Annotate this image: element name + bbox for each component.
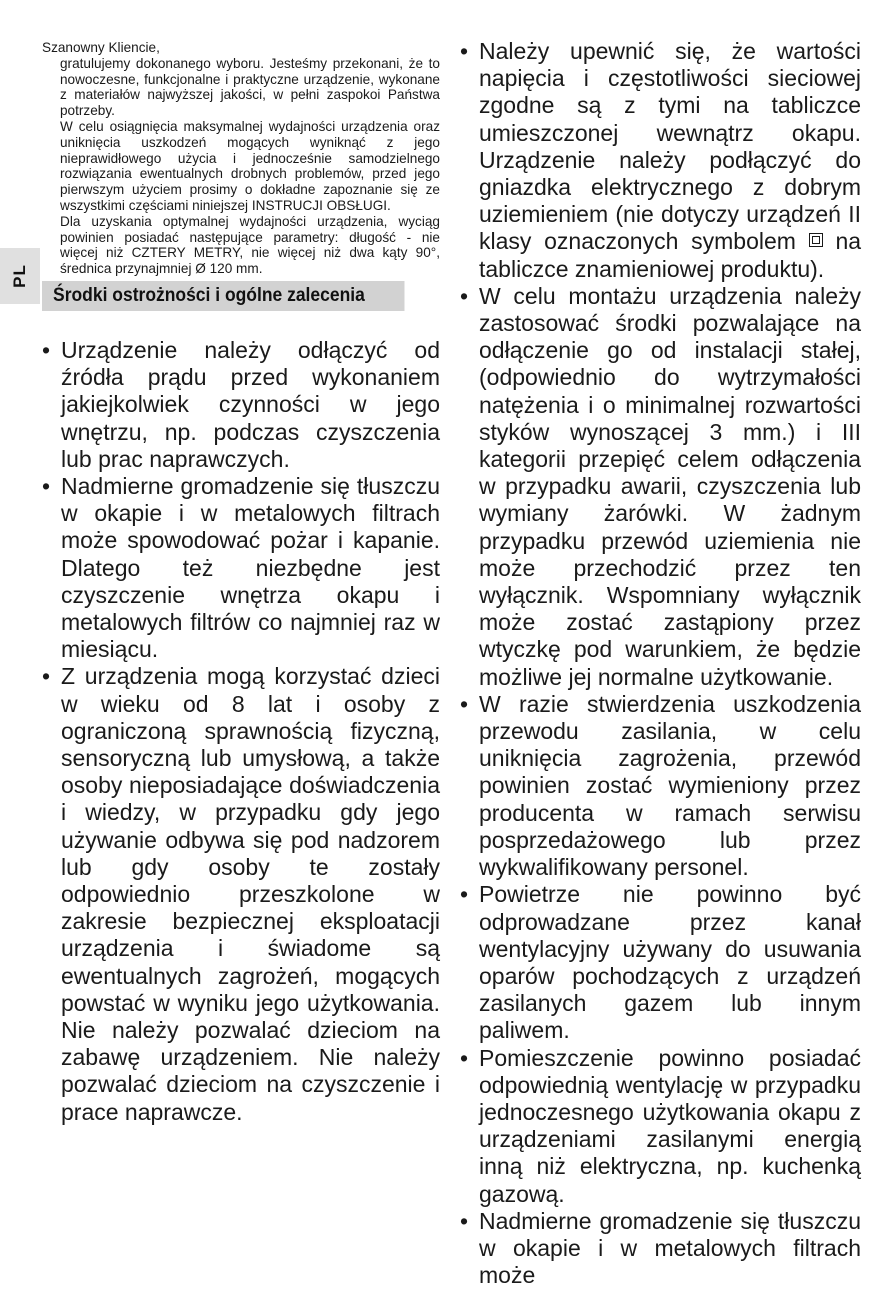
bullet-item-power-supply [460,38,861,283]
bullet-item: • Nadmierne gromadzenie się tłuszczu w okapie i w metalowych filtrach może spowodować pożar i kapanie. Dlatego też niezbędne jest czyszczenie wnętrza okapu i metalowych filtrów co najmniej raz w miesiącu. [42,473,440,663]
bullet-text-part: Należy upewnić się, że wartości napięcia i częstotliwości sieciowej zgodne są z tymi na tabliczce umieszczonej wewnątrz okapu. Urządzenie należy podłączyć do gniazdka elektrycznego z dobrym uziemieniem (nie dotyczy urządzeń II klasy oznaczonych symbolem [479,38,861,255]
bullet-item: • W razie stwierdzenia uszkodzenia przewodu zasilania, w celu uniknięcia zagrożenia, przewód powinien zostać wymieniony przez producenta w ramach serwisu posprzedażowego lub przez wykwalifikowany personel. [460,691,861,881]
bullet-item: • Z urządzenia mogą korzystać dzieci w wieku od 8 lat i osoby z ograniczoną sprawnością fizyczną, sensoryczną lub umysłową, a także osoby nieposiadające doświadczenia i wiedzy, w przypadku gdy jego używanie odbywa się pod nadzorem lub gdy osoby te zostały odpowiednio przeszkolone w zakresie bezpiecznej eksploatacji urządzenia i świadome są ewentualnych zagrożeń, mogących powstać w wyniku jego użytkowania. Nie należy pozwalać dzieciom na zabawę urządzeniem. Nie należy pozwalać dzieciom na czyszczenie i prace naprawcze. [42,663,440,1125]
intro-block [42,40,440,277]
language-tab-label: PL [10,264,29,288]
salutation: Szanowny Kliencie, [42,40,160,55]
bullet-text-part: na tabliczce znamieniowej produktu). [479,228,862,282]
safety-bullet-list-left [42,337,440,1126]
intro-paragraph-instructions: W celu osiągnięcia maksymalnej wydajności urządzenia oraz uniknięcia uszkodzeń mogących wyniknąć z jego nieprawidłowego użycia i jednocześnie samodzielnego rozwiązania ewentualnych drobnych problemów, przed jego pierwszym użyciem prosimy o dokładne zapoznanie się ze wszystkimi częściami niniejszej INSTRUCJI OBSŁUGI. [60,118,440,213]
left-column [42,40,440,1126]
bullet-item: • W celu montażu urządzenia należy zastosować środki pozwalające na odłączenie go od instalacji stałej, (odpowiednio do wytrzymałości natężenia i o minimalnej rozwartości styków wynoszącej 3 mm.) i III kategorii przepięć celem odłączenia w przypadku awarii, czyszczenia lub wymiany żarówki. W żadnym przypadku przewód uziemienia nie może przechodzić przez ten wyłącznik. Wspomniany wyłącznik może zostać zastąpiony przez wtyczkę pod warunkiem, że będzie możliwe jej normalne użytkowanie. [460,283,861,691]
intro-paragraph-congratulations: gratulujemy dokonanego wyboru. Jesteśmy przekonani, że to nowoczesne, funkcjonalne i praktyczne urządzenie, wykonane z materiałów najwyższej jakości, w pełni zaspokoi Państwa potrzeby. [60,55,440,119]
right-column [460,38,861,1289]
bullet-item: • Urządzenie należy odłączyć od źródła prądu przed wykonaniem jakiejkolwiek czynności w jego wnętrzu, np. podczas czyszczenia lub prac naprawczych. [42,337,440,473]
section-heading-safety: Środki ostrożności i ogólne zalecenia [42,281,404,311]
bullet-item: • Powietrze nie powinno być odprowadzane przez kanał wentylacyjny używany do usuwania oparów pochodzących z urządzeń zasilanych gazem lub innym paliwem. [460,881,861,1044]
safety-bullet-list-right [460,38,861,1289]
intro-paragraph-duct-parameters: Dla uzyskania optymalnej wydajności urządzenia, wyciąg powinien posiadać następujące parametry: długość - nie więcej niż CZTERY METRY, nie więcej niż dwa kąty 90°, średnica przynajmniej Ø 120 mm. [60,213,440,277]
bullet-item: • Nadmierne gromadzenie się tłuszczu w okapie i w metalowych filtrach może [460,1208,861,1289]
bullet-item: • Pomieszczenie powinno posiadać odpowiednią wentylację w przypadku jednoczesnego użytkowania okapu z urządzeniami zasilanymi energią inną niż elektryczna, np. kuchenką gazową. [460,1045,861,1208]
class-ii-double-square-icon [809,233,823,247]
